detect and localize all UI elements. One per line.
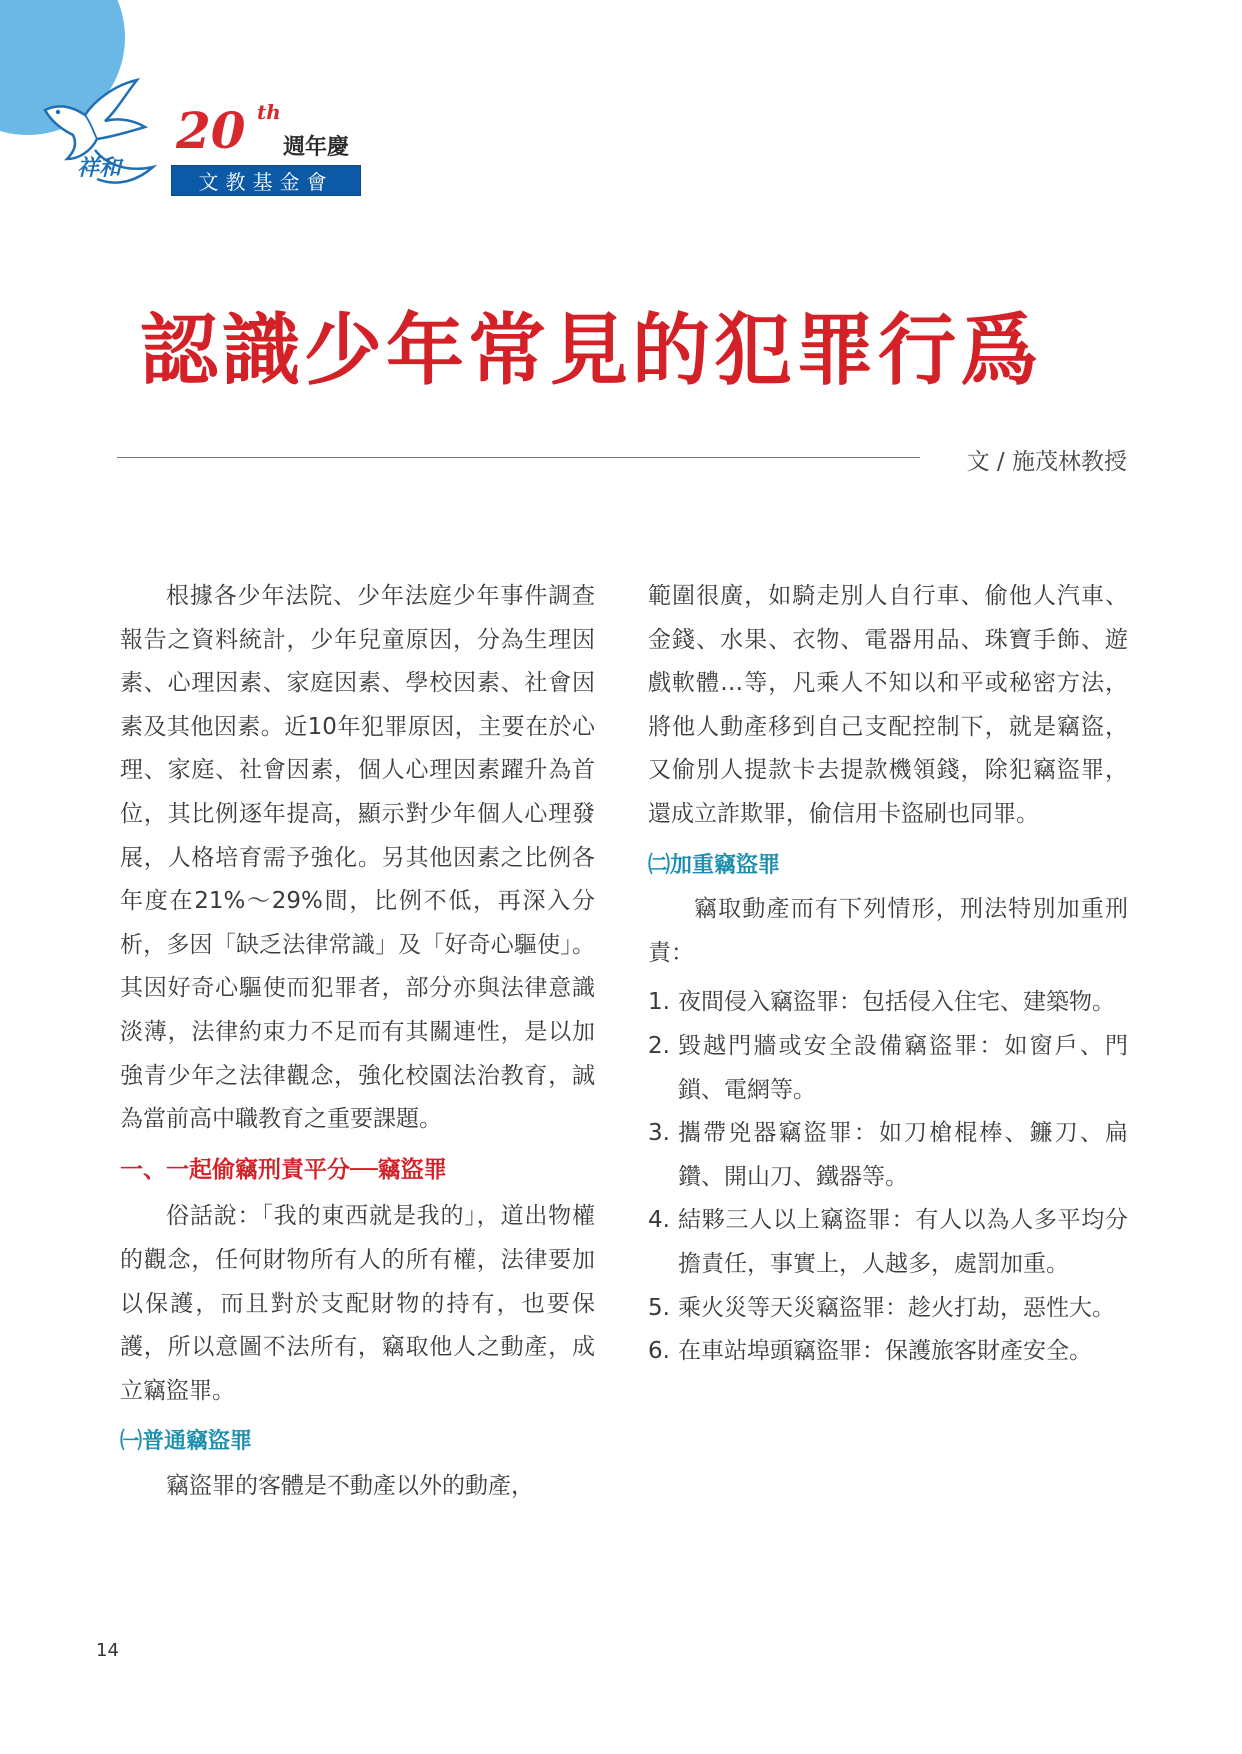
- list-item: 5. 乘火災等天災竊盜罪：趁火打劫，惡性大。: [648, 1294, 1115, 1321]
- sub1-paragraph-start: 竊盜罪的客體是不動產以外的動產，: [166, 1472, 534, 1499]
- list-item: 2. 毀越門牆或安全設備竊盜罪：如窗戶、門鎖、電網等。: [648, 1032, 1128, 1103]
- logo-text: 祥和: [77, 155, 122, 181]
- anniversary-suffix: th: [257, 100, 281, 124]
- anniversary-label: 週年慶: [283, 134, 350, 160]
- sub1-paragraph-continued: 範圍很廣，如騎走別人自行車、偷他人汽車、金錢、水果、衣物、電器用品、珠寶手飾、遊戲軟體…等，凡乘人不知以和平或秘密方法，將他人動產移到自己支配控制下，就是竊盜，又偷別人提款卡去提款機領錢，除犯竊盜罪，還成立詐欺罪，偷信用卡盜刷也同罪。: [648, 583, 1128, 827]
- article-byline: 文 / 施茂林教授: [966, 449, 1127, 475]
- section1-paragraph: 俗話說：「我的東西就是我的」，道出物權的觀念，任何財物所有人的所有權，法律要加以保護，而且對於支配財物的持有，也要保護，所以意圖不法所有，竊取他人之動產，成立竊盜罪。: [120, 1203, 595, 1404]
- list-item: 1. 夜間侵入竊盜罪：包括侵入住宅、建築物。: [648, 989, 1115, 1016]
- article-title: 認識少年常見的犯罪行爲: [140, 305, 1043, 396]
- subheading-ordinary-theft: ㈠普通竊盜罪: [120, 1428, 253, 1455]
- intro-paragraph: 根據各少年法院、少年法庭少年事件調查報告之資料統計，少年兒童原因，分為生理因素、心理因素、家庭因素、學校因素、社會因素及其他因素。近10年犯罪原因，主要在於心理、家庭、社會因素，個人心理因素躍升為首位，其比例逐年提高，顯示對少年個人心理發展，人格培育需予強化。另其他因素之比例各年度在21%～29%間，比例不低，再深入分析，多因「缺乏法律常識」及「好奇心驅使」。其因好奇心驅使而犯罪者，部分亦與法律意識淡薄，法律約束力不足而有其關連性，是以加強青少年之法律觀念，強化校園法治教育，誠為當前高中職教育之重要課題。: [120, 583, 595, 1133]
- aggravated-theft-list: [648, 981, 1128, 1373]
- anniversary-number: 20: [176, 101, 246, 160]
- left-column: [120, 575, 595, 1508]
- byline-rule: [117, 457, 920, 458]
- foundation-name-badge: 文教基金會: [171, 165, 361, 196]
- subheading-aggravated-theft: ㈡加重竊盜罪: [648, 851, 781, 878]
- dove-logo-icon: [25, 55, 165, 205]
- page-number: 14: [96, 1640, 119, 1661]
- section-heading-theft: 一、一起偷竊刑責平分──竊盜罪: [120, 1156, 447, 1183]
- sub2-paragraph: 竊取動產而有下列情形，刑法特別加重刑責：: [648, 896, 1128, 966]
- list-item: 3. 攜帶兇器竊盜罪：如刀槍棍棒、鐮刀、扁鑽、開山刀、鐵器等。: [648, 1120, 1128, 1190]
- list-item: 4. 結夥三人以上竊盜罪：有人以為人多平均分擔責任，事實上，人越多，處罰加重。: [648, 1207, 1128, 1277]
- right-column: [648, 575, 1128, 1374]
- list-item: 6. 在車站埠頭竊盜罪：保護旅客財產安全。: [648, 1338, 1092, 1365]
